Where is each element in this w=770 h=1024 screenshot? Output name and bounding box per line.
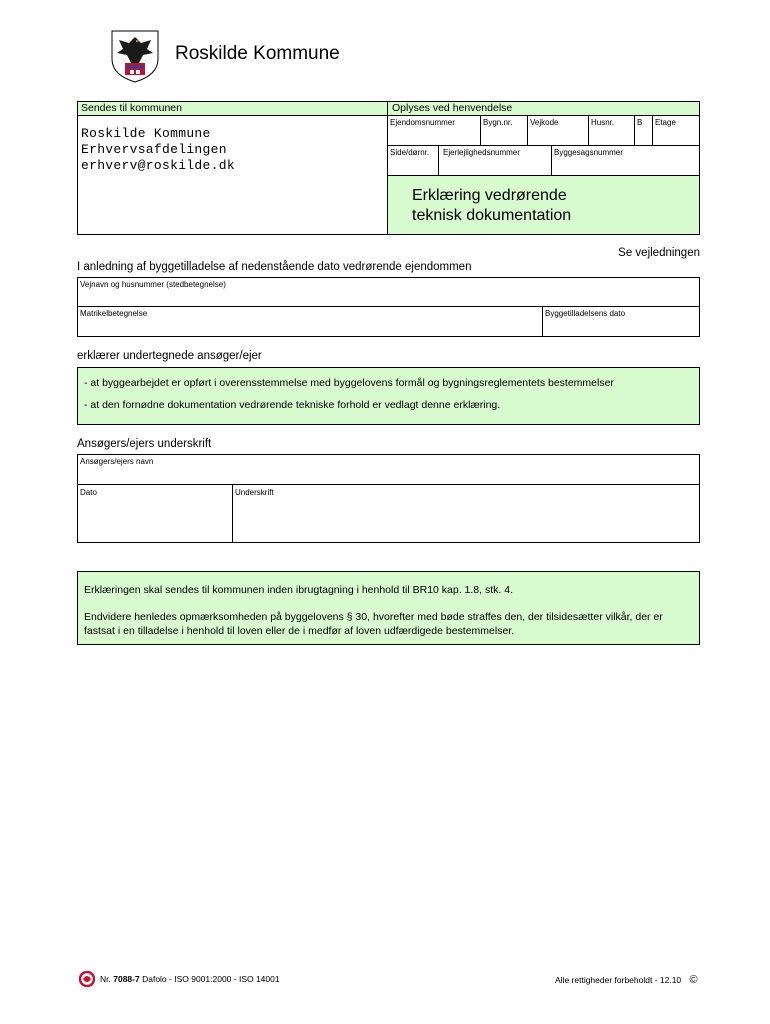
- husnr-label: Husnr.: [591, 118, 615, 127]
- footer-nr-prefix: Nr.: [100, 974, 111, 984]
- intro-text: I anledning af byggetilladelse af nedenstående dato vedrørende ejendommen: [77, 261, 472, 273]
- form-title-line: teknisk dokumentation: [412, 207, 572, 224]
- declaration-box: [77, 367, 700, 425]
- sign-label: Underskrift: [235, 488, 274, 497]
- sign-field[interactable]: [233, 485, 699, 542]
- coat-of-arms-icon: [109, 29, 161, 83]
- declaration-item: - at byggearbejdet er opført i overensstemmelse med byggelovens formål og bygningsreglementets bestemmelser: [84, 377, 614, 389]
- footer-rights: [555, 974, 698, 986]
- footer-publisher: Dafolo - ISO 9001:2000 - ISO 14001: [142, 974, 280, 984]
- inquiry-box: [387, 101, 700, 235]
- cadastre-field[interactable]: [78, 307, 543, 336]
- inquiry-row-1: [388, 116, 699, 146]
- declaration-item: - at den fornødne dokumentation vedrørende tekniske forhold er vedlagt denne erklæring.: [84, 399, 501, 411]
- date-field[interactable]: [78, 485, 233, 542]
- notice-box: [77, 571, 700, 645]
- inquiry-row-2: [388, 146, 699, 176]
- signature-box: [77, 454, 700, 543]
- name-label: Ansøgers/ejers navn: [80, 457, 154, 466]
- road-field[interactable]: [78, 278, 699, 307]
- side-dornr-label: Side/dørnr.: [390, 148, 430, 157]
- dafolo-logo-icon: [79, 971, 95, 987]
- ejerlejlighed-label: Ejerlejlighedsnummer: [443, 148, 520, 157]
- byggesag-label: Byggesagsnummer: [554, 148, 623, 157]
- permit-date-label: Byggetilladelsens dato: [545, 309, 626, 318]
- send-to-box: [77, 101, 388, 235]
- declares-heading: erklærer undertegnede ansøger/ejer: [77, 350, 262, 362]
- footer-form-number: 7088-7: [113, 974, 140, 984]
- municipality-name: Roskilde Kommune: [175, 43, 340, 64]
- notice-paragraph: Erklæringen skal sendes til kommunen inden ibrugtagning i henhold til BR10 kap. 1.8, stk. 4.: [84, 584, 513, 596]
- copyright-icon: ©: [689, 974, 698, 986]
- inquiry-header: [388, 102, 699, 116]
- vejkode-label: Vejkode: [530, 118, 559, 127]
- form-title-line: Erklæring vedrørende: [412, 187, 567, 204]
- address-line: Roskilde Kommune: [81, 126, 211, 141]
- name-field[interactable]: [78, 455, 699, 485]
- etage-label: Etage: [655, 118, 676, 127]
- date-label: Dato: [80, 488, 97, 497]
- footer-rights-text: Alle rettigheder forbeholdt - 12.10: [555, 975, 682, 985]
- send-to-address: [81, 126, 235, 174]
- address-line: Erhvervsafdelingen: [81, 142, 227, 157]
- permit-date-field[interactable]: [543, 307, 699, 336]
- property-box: [77, 277, 700, 337]
- address-line: erhverv@roskilde.dk: [81, 158, 235, 173]
- road-label: Vejnavn og husnummer (stedbetegnelse): [80, 280, 226, 289]
- send-to-heading: Sendes til kommunen: [81, 102, 182, 114]
- signature-heading: Ansøgers/ejers underskrift: [77, 438, 212, 450]
- guidance-link[interactable]: Se vejledningen: [618, 247, 700, 259]
- form-title: [412, 186, 571, 226]
- ejendomsnummer-label: Ejendomsnummer: [390, 118, 455, 127]
- inquiry-heading: Oplyses ved henvendelse: [392, 102, 513, 114]
- footer-form-info: [100, 974, 280, 984]
- send-to-header: [78, 102, 387, 116]
- bygn-nr-label: Bygn.nr.: [483, 118, 513, 127]
- form-title-area: [388, 176, 699, 234]
- cadastre-label: Matrikelbetegnelse: [80, 309, 148, 318]
- notice-paragraph: Endvidere henledes opmærksomheden på byggelovens § 30, hvorefter med bøde straffes den, der tilsidesætter vilkår, der er fastsat i en tilladelse i henhold til loven eller de i medfør af loven udfærdigede bestemmelser.: [84, 611, 663, 637]
- bogstav-label: B: [637, 118, 643, 127]
